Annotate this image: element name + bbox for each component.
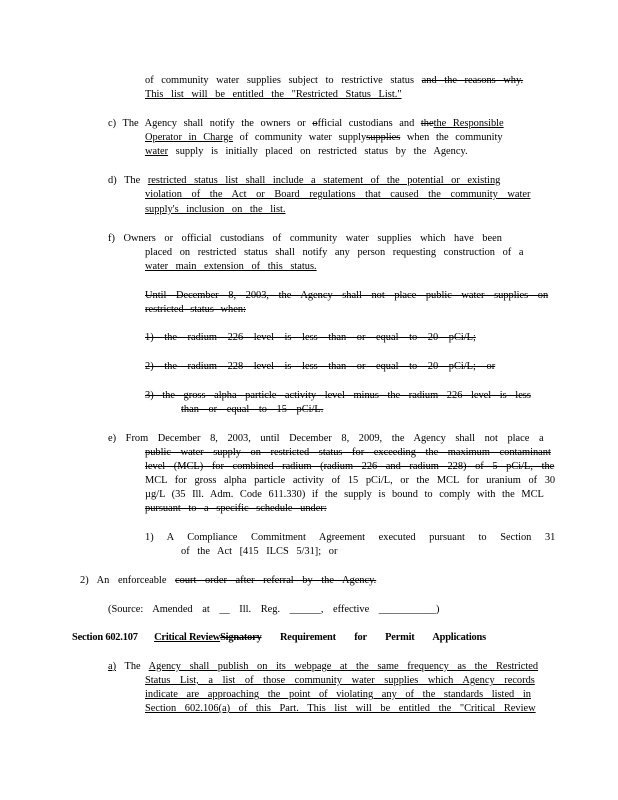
list-item-2: 2) An enforceable court order after referral by the Agency. (80, 575, 377, 586)
text-line: violation of the Act or Board regulations that caused the community water (145, 189, 531, 200)
text-line: supply's inclusion on the list. (145, 204, 286, 215)
text-line: placed on restricted status shall notify any person requesting construction of a (145, 247, 524, 258)
text-line: of the Act [415 ILCS 5/31]; or (181, 546, 338, 557)
list-item-c: c) The Agency shall notify the owners or official custodians and thethe Responsible (108, 118, 504, 129)
text-line: indicate are approaching the point of violating any of the standards listed in (145, 689, 531, 700)
deleted-item-2: 2) the radium 228 level is less than or equal to 20 pCi/L; or (145, 361, 496, 372)
text-line: Operator in Charge of community water supplysupplies when the community (145, 132, 503, 143)
text-line: water supply is initially placed on restricted status by the Agency. (145, 146, 468, 157)
deleted-text: restricted status when: (145, 304, 246, 315)
text-line: of community water supplies subject to restrictive status and the reasons why. (145, 75, 524, 86)
text-line: MCL for gross alpha particle activity of 15 pCi/L, or the MCL for uranium of 30 (145, 475, 556, 486)
section-label: Section 602.107 (72, 632, 138, 643)
list-item-d: d) The restricted status list shall include a statement of the potential or existing (108, 175, 501, 186)
deleted-item-3-cont: than or equal to 15 pCi/L. (181, 404, 324, 415)
text-line: This list will be entitled the "Restricted Status List." (145, 89, 402, 100)
deleted-text: public water supply on restricted status for exceeding the maximum contaminant (145, 447, 551, 458)
deleted-text: pursuant to a specific schedule under: (145, 503, 327, 514)
text-line: µg/L (35 Ill. Adm. Code 611.330) if the supply is bound to comply with the MCL (145, 489, 544, 500)
text-line: Status List, a list of those community water supplies which Agency records (145, 675, 535, 686)
text-line: Section 602.106(a) of this Part. This list will be entitled the "Critical Review (145, 703, 536, 714)
section-heading: Section 602.107 Critical ReviewSignatory Requirement for Permit Applications (72, 632, 486, 643)
sub-item-1: 1) A Compliance Commitment Agreement executed pursuant to Section 31 (145, 532, 556, 543)
list-item-f: f) Owners or official custodians of community water supplies which have been (108, 233, 502, 244)
section-title: Critical Review (154, 632, 221, 643)
deleted-text: level (MCL) for combined radium (radium 226 and radium 228) of 5 pCi/L, the (145, 461, 555, 472)
text-line: water main extension of this status. (145, 261, 317, 272)
source-note: (Source: Amended at __ Ill. Reg. ______, effective ___________) (108, 604, 440, 615)
deleted-item-1: 1) the radium 226 level is less than or equal to 20 pCi/L; (145, 332, 476, 343)
list-item-a: a) The Agency shall publish on its webpage at the same frequency as the Restricted (108, 661, 539, 672)
list-item-e: e) From December 8, 2003, until December 8, 2009, the Agency shall not place a (108, 433, 544, 444)
deleted-item-3: 3) the gross alpha particle activity level minus the radium 226 level is less (145, 390, 531, 401)
deleted-text: Until December 8, 2003, the Agency shall not place public water supplies on (145, 290, 549, 301)
